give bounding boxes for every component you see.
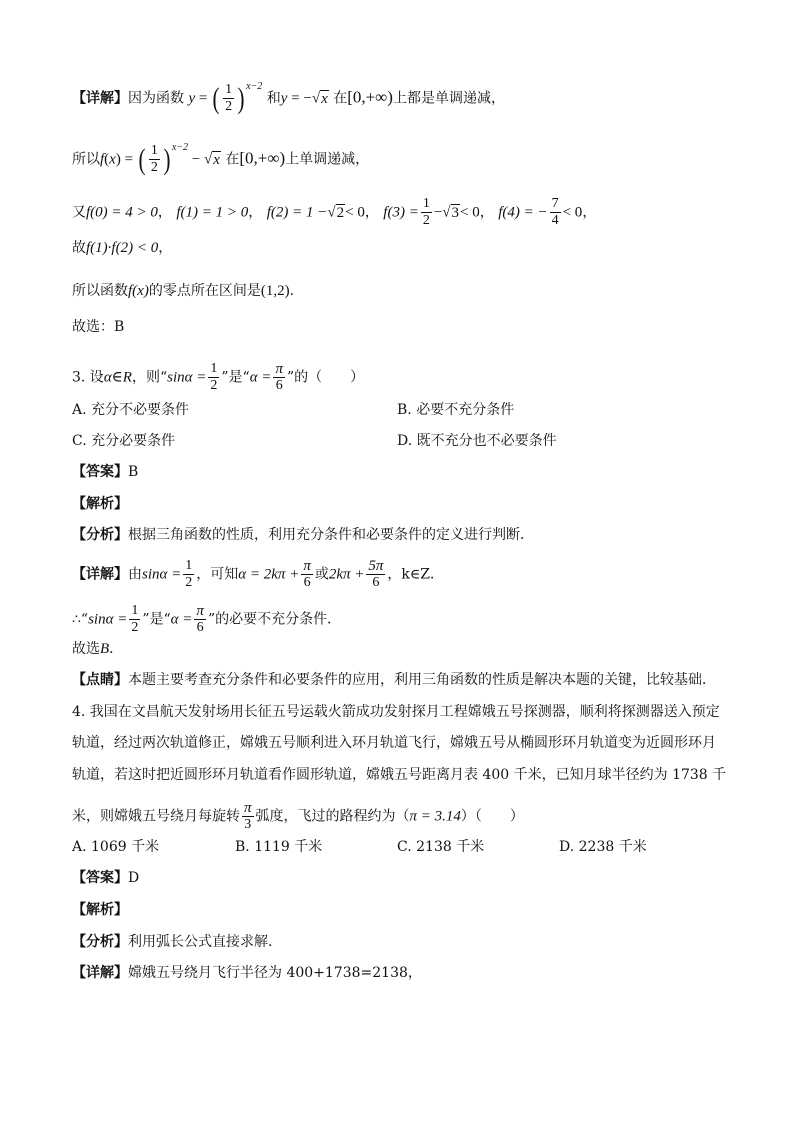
detail-line-6: 故选：B bbox=[72, 319, 125, 335]
question-3-stem: 3. 设α∈R，则“sinα = $\frac{1}{2}$ ”是“α = $\frac{\pi}{6}$ ”的（ ） bbox=[72, 361, 365, 393]
q4-fenxi: 【分析】利用弧长公式直接求解. bbox=[72, 934, 273, 950]
detail-tag: 【详解】 bbox=[72, 90, 128, 107]
question-4-line-2: 轨道，经过两次轨道修正，嫦娥五号顺利进入环月轨道飞行，嫦娥五号从椭圆形环月轨道变为近圆形环月 bbox=[72, 735, 716, 751]
question-4-line-4: 米，则嫦娥五号绕月每旋转 $\frac{\pi}{3}$ 弧度，飞过的路程约为（π = 3.14）（ ） bbox=[72, 800, 524, 832]
q4-option-c: C. 2138 千米 bbox=[397, 839, 485, 855]
q4-analysis-tag: 【解析】 bbox=[72, 902, 128, 918]
fraction: $\frac{1}{2}$ bbox=[225, 82, 233, 114]
option-d: D. 既不充分也不必要条件 bbox=[397, 433, 557, 449]
q4-option-a: A. 1069 千米 bbox=[72, 839, 160, 855]
q3-answer: 【答案】B bbox=[72, 464, 139, 480]
question-4-line-1: 4. 我国在文昌航天发射场用长征五号运载火箭成功发射探月工程嫦娥五号探测器，顺利将探测器送入预定 bbox=[72, 704, 720, 720]
option-a: A. 充分不必要条件 bbox=[72, 402, 190, 418]
q3-choose: 故选B． bbox=[72, 641, 124, 657]
question-4-line-3: 轨道，若这时把近圆形环月轨道看作圆形轨道，嫦娥五号距离月表 400 千米，已知月球半径约为 1738 千 bbox=[72, 767, 727, 783]
q4-option-d: D. 2238 千米 bbox=[559, 839, 647, 855]
q3-analysis-tag: 【解析】 bbox=[72, 496, 128, 512]
detail-line-5: 所以函数f(x)的零点所在区间是(1,2). bbox=[72, 283, 295, 299]
detail-line-4: 故f(1)·f(2) < 0， bbox=[72, 240, 173, 256]
q4-xiangjie: 【详解】嫦娥五号绕月飞行半径为 400+1738=2138， bbox=[72, 965, 422, 981]
q3-xiangjie: 【详解】由sinα = $\frac{1}{2}$ ，可知α = 2kπ + $\frac{\pi}{6}$ 或2kπ + $\frac{5\pi}{6}$ ，k∈Z． bbox=[72, 558, 444, 590]
q4-answer: 【答案】D bbox=[72, 870, 140, 886]
detail-line-1: 【详解】因为函数 y = ( $\frac{1}{2}$ ) $^{x-2}$ 和y = −√x 在[0,+∞)上都是单调递减， bbox=[72, 80, 505, 115]
option-c: C. 充分必要条件 bbox=[72, 433, 176, 449]
option-b: B. 必要不充分条件 bbox=[397, 402, 515, 418]
detail-line-2: 所以f(x) = ( $\frac{1}{2}$ ) $^{x-2}$ − √x 在[0,+∞)上单调递减， bbox=[72, 141, 370, 176]
q4-option-b: B. 1119 千米 bbox=[235, 839, 323, 855]
detail-line-3: 又f(0) = 4 > 0， f(1) = 1 > 0， f(2) = 1 −√2< 0， f(3) = $\frac{1}{2}$ −√3< 0， f(4) = − $\frac{7}{4}$ < 0， bbox=[72, 196, 597, 228]
q3-conclusion: ∴“sinα = $\frac{1}{2}$ ”是“α = $\frac{\pi}{6}$ ”的必要不充分条件． bbox=[72, 603, 342, 635]
q3-fenxi: 【分析】根据三角函数的性质，利用充分条件和必要条件的定义进行判断． bbox=[72, 527, 534, 543]
q3-dianjing: 【点睛】本题主要考查充分条件和必要条件的应用，利用三角函数的性质是解决本题的关键，比较基础． bbox=[72, 672, 716, 688]
